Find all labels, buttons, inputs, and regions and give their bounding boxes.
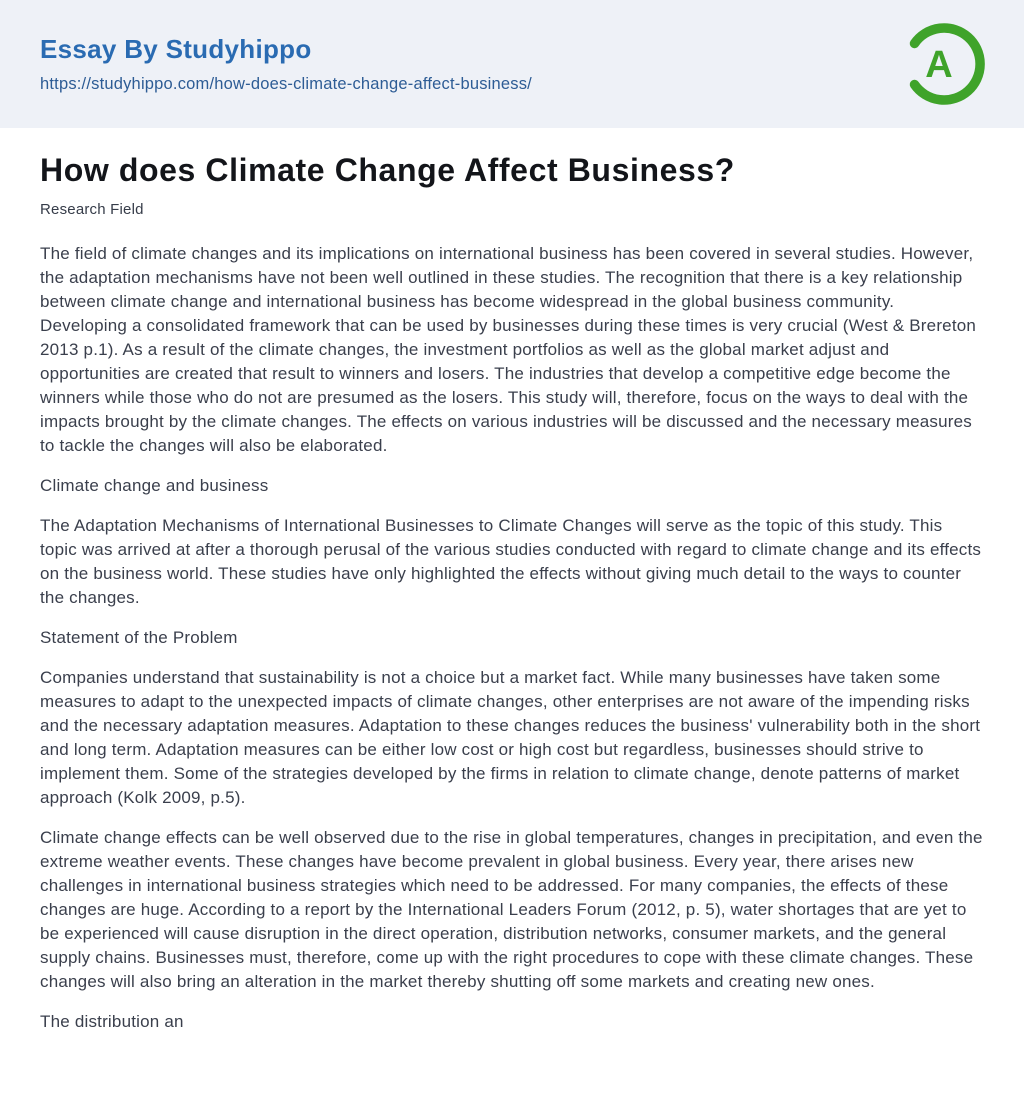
paragraph: The Adaptation Mechanisms of International Businesses to Climate Changes will serve as the topic of this study. This topic was arrived at after a thorough perusal of the various studies conducted with regard to climate change and its effects on the business world. These studies have only highlighted the effects without giving much detail to the ways to counter the changes. [40, 516, 982, 607]
studyhippo-logo-icon [900, 20, 988, 108]
paragraph: The distribution an [40, 1012, 184, 1031]
article-subtitle: Research Field [40, 201, 144, 218]
paragraph: The field of climate changes and its implications on international business has been covered in several studies. However, the adaptation mechanisms have not been well outlined in these studies. The recognition that there is a key relationship between climate change and international business has become widespread in the global business community. Developing a consolidated framework that can be used by businesses during these times is very crucial (West & Brereton 2013 p.1). As a result of the climate changes, the investment portfolios as well as the global market adjust and opportunities are created that result to winners and losers. The industries that develop a competitive edge become the winners while those who do not are presumed as the losers. This study will, therefore, focus on the ways to deal with the impacts brought by the climate changes. The effects on various industries will be discussed and the necessary measures to tackle the changes will also be elaborated. [40, 244, 977, 455]
essay-page [0, 128, 1024, 1034]
header-text-block [40, 34, 532, 94]
paragraph: Companies understand that sustainability is not a choice but a market fact. While many businesses have taken some measures to adapt to the unexpected impacts of climate changes, other enterprises are not aware of the impending risks and the necessary adaptation measures. Adaptation to these changes reduces the business' vulnerability both in the short and long term. Adaptation measures can be either low cost or high cost but regardless, businesses should strive to implement them. Some of the strategies developed by the firms in relation to climate change, denote patterns of market approach (Kolk 2009, p.5). [40, 668, 981, 807]
article-body [40, 242, 984, 1034]
page-header [0, 0, 1024, 128]
logo-letter-a: A [925, 44, 953, 86]
source-url: https://studyhippo.com/how-does-climate-change-affect-business/ [40, 75, 532, 93]
paragraph: Climate change and business [40, 476, 269, 495]
article-title: How does Climate Change Affect Business? [40, 152, 735, 188]
paragraph: Climate change effects can be well observed due to the rise in global temperatures, changes in precipitation, and even the extreme weather events. These changes have become prevalent in global business. Every year, there arises new challenges in international business strategies which need to be addressed. For many companies, the effects of these changes are huge. According to a report by the International Leaders Forum (2012, p. 5), water shortages that are yet to be experienced will cause disruption in the direct operation, distribution networks, consumer markets, and the general supply chains. Businesses must, therefore, come up with the right procedures to cope with these climate changes. These changes will also bring an alteration in the market thereby shutting off some markets and creating new ones. [40, 828, 983, 991]
site-title: Essay By Studyhippo [40, 34, 312, 64]
paragraph: Statement of the Problem [40, 628, 238, 647]
